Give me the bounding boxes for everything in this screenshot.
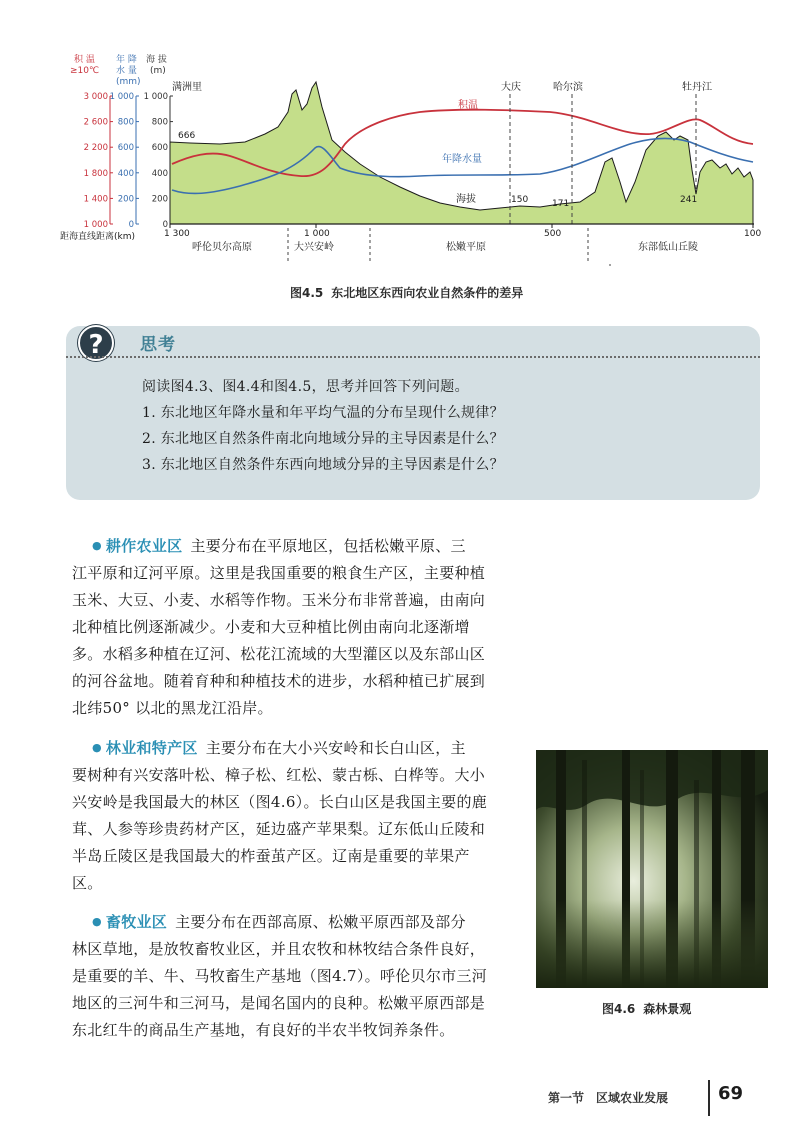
elev-annotation-171: 171 <box>552 199 570 209</box>
section-forestry-line-5: 半岛丘陵区是我国最大的柞蚕茧产区。辽南是重要的苹果产 <box>72 847 470 865</box>
footer-chapter: 区域农业发展 <box>596 1091 669 1105</box>
bullet-icon: ● <box>92 915 102 928</box>
elev-axis-head-1: 海 拔 <box>146 55 167 65</box>
region-hulunbuir: 呼伦贝尔高原 <box>192 242 252 253</box>
think-intro: 阅读图4.3、图4.4和图4.5，思考并回答下列问题。 <box>142 379 469 395</box>
x-tick-100: 100 <box>744 229 762 239</box>
temp-tick-label: 3 000 <box>83 92 108 102</box>
think-question-3: 3. 东北地区自然条件东西向地域分异的主导因素是什么？ <box>142 457 504 473</box>
temp-series-label: 积温 <box>458 100 478 111</box>
temp-tick-label: 1 400 <box>83 194 108 205</box>
elev-tick-label: 600 <box>151 143 168 154</box>
figure-4-6-caption-text: 森林景观 <box>643 1002 692 1016</box>
section-farming-line-5: 多。水稻多种植在辽河、松花江流域的大型灌区以及东部山区 <box>72 645 486 663</box>
precip-tick-label: 600 <box>117 143 134 154</box>
precip-tick-label: 200 <box>117 194 134 205</box>
elev-tick-label: 0 <box>162 220 168 230</box>
x-axis-title: 距海直线距离(km) <box>60 232 136 242</box>
elev-axis-head-2: (m) <box>150 66 166 76</box>
section-livestock-line-4: 地区的三河牛和三河马，是闻名国内的良种。松嫩平原西部是 <box>72 994 486 1012</box>
section-forestry-term: 林业和特产区 <box>105 739 198 757</box>
precip-axis-head-1: 年 降 <box>116 55 137 65</box>
figure-4-6-caption-number: 图4.6 <box>602 1002 636 1016</box>
think-questions <box>142 374 504 478</box>
temp-tick-label: 1 800 <box>83 168 108 179</box>
temp-tick-label: 2 600 <box>83 117 108 128</box>
section-farming-line-3: 玉米、大豆、小麦、水稻等作物。玉米分布非常普遍，由南向 <box>72 591 486 609</box>
figure-4-6-caption <box>602 1000 691 1017</box>
elev-tick-label: 200 <box>151 194 168 205</box>
think-title: 思考 <box>140 335 176 355</box>
precip-tick-label: 400 <box>117 168 134 179</box>
figure-4-5-caption-text: 东北地区东西向农业自然条件的差异 <box>331 286 524 300</box>
region-daxinganling: 大兴安岭 <box>294 242 334 253</box>
precip-series-label: 年降水量 <box>442 154 482 165</box>
place-label-mudanjiang: 牡丹江 <box>682 82 712 93</box>
think-question-1: 1. 东北地区年降水量和年平均气温的分布呈现什么规律？ <box>142 405 504 421</box>
temp-axis-head-1: 积 温 <box>74 55 95 65</box>
temp-tick-label: 2 200 <box>83 143 108 154</box>
section-farming-line-4: 北种植比例逐渐减少。小麦和大豆种植比例由南向北逐渐增 <box>72 618 470 636</box>
forest-photo <box>536 750 768 988</box>
section-livestock-line-5: 东北红牛的商品生产基地，有良好的半农半牧饲养条件。 <box>72 1021 455 1039</box>
section-forestry-line-3: 兴安岭是我国最大的林区（图4.6）。长白山区是我国主要的鹿 <box>72 793 488 811</box>
elev-tick-label: 400 <box>151 168 168 179</box>
figure-4-5 <box>60 52 770 292</box>
place-label-harbin: 哈尔滨 <box>553 82 583 93</box>
section-farming <box>72 532 486 722</box>
x-tick-1300: 1 300 <box>164 229 190 239</box>
bullet-icon: ● <box>92 741 102 754</box>
elev-annotation-241: 241 <box>680 195 698 205</box>
x-tick-500: 500 <box>544 229 562 239</box>
precip-axis-head-3: (mm) <box>116 77 141 87</box>
section-farming-line-2: 江平原和辽河平原。这里是我国重要的粮食生产区，主要种植 <box>72 564 486 582</box>
footer-section: 第一节 <box>548 1091 585 1105</box>
place-label-manzhouli: 满洲里 <box>172 82 202 93</box>
region-songnen: 松嫩平原 <box>446 242 486 253</box>
footer-divider <box>708 1080 710 1116</box>
section-livestock-line-3: 是重要的羊、牛、马牧畜生产基地（图4.7）。呼伦贝尔市三河 <box>72 967 488 985</box>
section-forestry <box>72 734 488 897</box>
section-farming-line-7: 北纬50° 以北的黑龙江沿岸。 <box>72 699 273 717</box>
precip-axis-head-2: 水 量 <box>116 66 137 76</box>
question-mark-icon: ? <box>78 325 114 361</box>
precip-tick-label: 1 000 <box>109 92 134 102</box>
think-divider <box>66 356 760 358</box>
page-number: 69 <box>718 1083 744 1104</box>
elev-tick-label: 800 <box>151 117 168 128</box>
section-forestry-line-4: 茸、人参等珍贵药材产区，延边盛产苹果梨。辽东低山丘陵和 <box>72 820 486 838</box>
precip-tick-label: 0 <box>128 220 134 230</box>
section-livestock-term: 畜牧业区 <box>105 913 168 931</box>
temp-axis-head-2: ≥10℃ <box>70 66 100 76</box>
elev-series-label: 海拔 <box>456 194 476 205</box>
elev-annotation-150: 150 <box>511 195 529 205</box>
x-tick-1000: 1 000 <box>304 229 330 239</box>
section-farming-line-6: 的河谷盆地。随着育种和种植技术的进步，水稻种植已扩展到 <box>72 672 486 690</box>
section-forestry-line-2: 要树种有兴安落叶松、樟子松、红松、蒙古栎、白桦等。大小 <box>72 766 486 784</box>
temp-tick-label: 1 000 <box>83 220 108 230</box>
section-livestock-line-1: 主要分布在西部高原、松嫩平原西部及部分 <box>175 913 466 931</box>
elev-annotation-666: 666 <box>178 131 196 141</box>
figure-4-5-caption-number: 图4.5 <box>290 286 324 300</box>
section-livestock <box>72 908 488 1044</box>
section-forestry-line-1: 主要分布在大小兴安岭和长白山区，主 <box>205 739 466 757</box>
section-forestry-line-6: 区。 <box>72 874 103 892</box>
section-farming-term: 耕作农业区 <box>105 537 183 555</box>
think-question-2: 2. 东北地区自然条件南北向地域分异的主导因素是什么？ <box>142 431 504 447</box>
section-livestock-line-2: 林区草地，是放牧畜牧业区，并且农牧和林牧结合条件良好， <box>72 940 486 958</box>
bullet-icon: ● <box>92 539 102 552</box>
running-footer <box>548 1089 668 1106</box>
section-farming-line-1: 主要分布在平原地区，包括松嫩平原、三 <box>190 537 466 555</box>
precip-tick-label: 800 <box>117 117 134 128</box>
elev-tick-label: 1 000 <box>143 92 168 102</box>
think-box <box>66 326 760 500</box>
place-label-daqing: 大庆 <box>501 82 521 93</box>
region-eastern-hills: 东部低山丘陵 <box>638 242 698 253</box>
figure-4-5-caption <box>290 284 523 301</box>
regional-profile-diagram <box>60 52 770 282</box>
